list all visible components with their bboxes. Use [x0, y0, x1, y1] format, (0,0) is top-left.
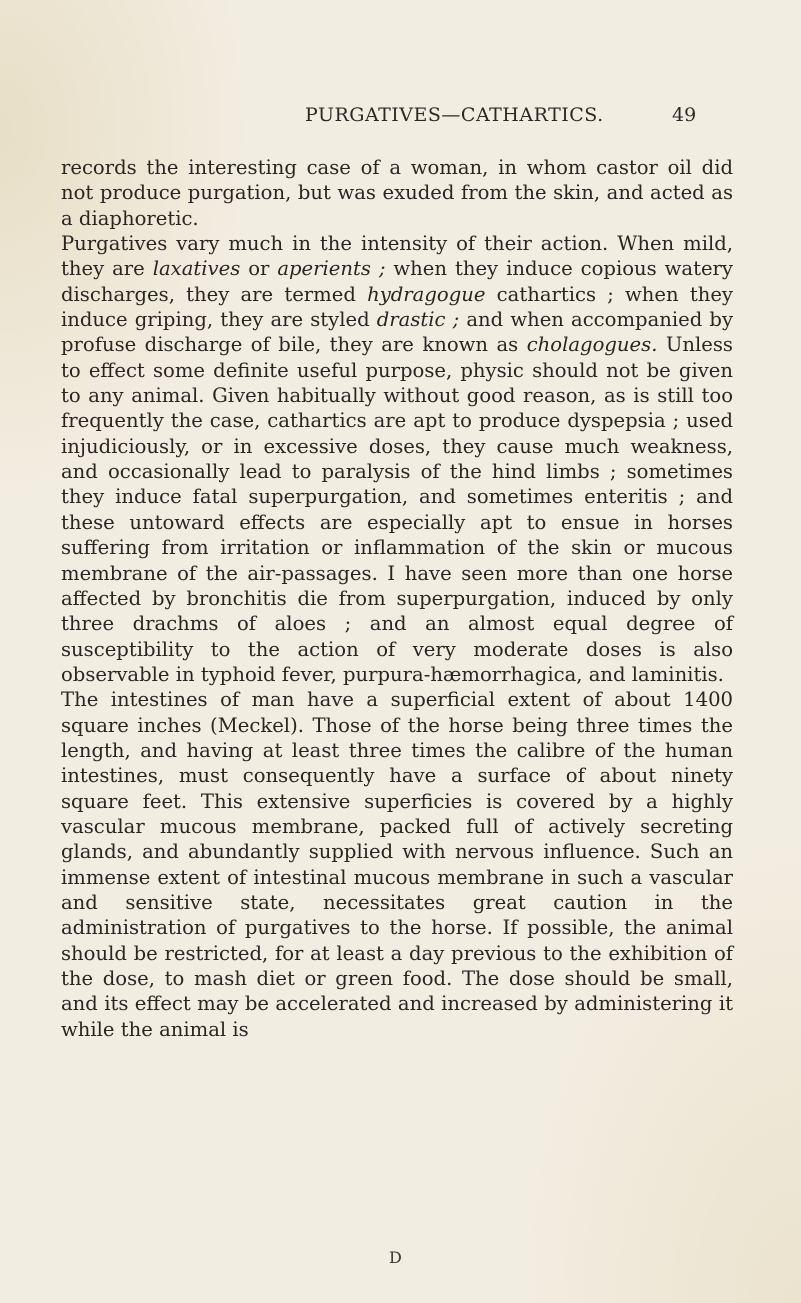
term-hydragogue: hydragogue: [367, 282, 486, 306]
page-number: 49: [672, 104, 697, 126]
page-header: [0, 104, 801, 134]
term-cholagogues: cholagogues.: [526, 333, 658, 357]
paragraph-1: records the interesting case of a woman, in whom castor oil did not produce purgation, but was exuded from the skin, and acted as a diaphoretic.: [61, 156, 733, 230]
paragraph-2-text-3: when they induce copious watery discharges, they are termed: [61, 257, 733, 306]
term-drastic: drastic ;: [376, 308, 460, 332]
term-laxatives: laxatives: [152, 257, 241, 281]
paragraph-2-text-1: Purgatives vary much in the intensity of their action. When mild, they are: [61, 232, 733, 281]
running-head: PURGATIVES—CATHARTICS.: [305, 104, 604, 126]
signature-mark: D: [389, 1248, 402, 1267]
paragraph-2-text-4: cathartics ; when they induce griping, they are styled: [61, 282, 733, 332]
paragraph-3: The intestines of man have a superficial extent of about 1400 square inches (Meckel). Those of the horse being three times the length, and having at least three times the calibre of the human intestines, must consequently have a surface of about ninety square feet. This extensive superficies is covered by a highly vascular mucous membrane, packed full of actively secreting glands, and abundantly supplied with nervous influence. Such an immense extent of intestinal mucous membrane in such a vascular and sensitive state, necessitates great caution in the administration of purgatives to the horse. If possible, the animal should be restricted, for at least a day previous to the exhibition of the dose, to mash diet or green food. The dose should be small, and its effect may be accelerated and increased by administering it while the animal is: [61, 688, 733, 1041]
paragraph-2-text-6: Unless to effect some definite useful purpose, physic should not be given to any animal. Given habitually without good reason, as is still too frequently the case, cathartics are apt to produce dyspepsia ; used injudiciously, or in excessive doses, they cause much weakness, and occasionally lead to paralysis of the hind limbs ; sometimes they induce fatal superpurgation, and sometimes enteritis ; and these untoward effects are especially apt to ensue in horses suffering from irritation or inflammation of the skin or mucous membrane of the air-passages. I have seen more than one horse affected by bronchitis die from superpurgation, induced by only three drachms of aloes ; and an almost equal degree of susceptibility to the action of very moderate doses is also observable in typhoid fever, purpura-hæmorrhagica, and laminitis.: [61, 333, 733, 686]
term-aperients: aperients ;: [277, 257, 386, 281]
paragraph-2: [61, 231, 733, 687]
body-text: [61, 155, 733, 1042]
paragraph-2-text-5: and when accompanied by profuse discharge of bile, they are known as: [61, 308, 734, 357]
paragraph-2-text-2: or: [240, 257, 278, 281]
